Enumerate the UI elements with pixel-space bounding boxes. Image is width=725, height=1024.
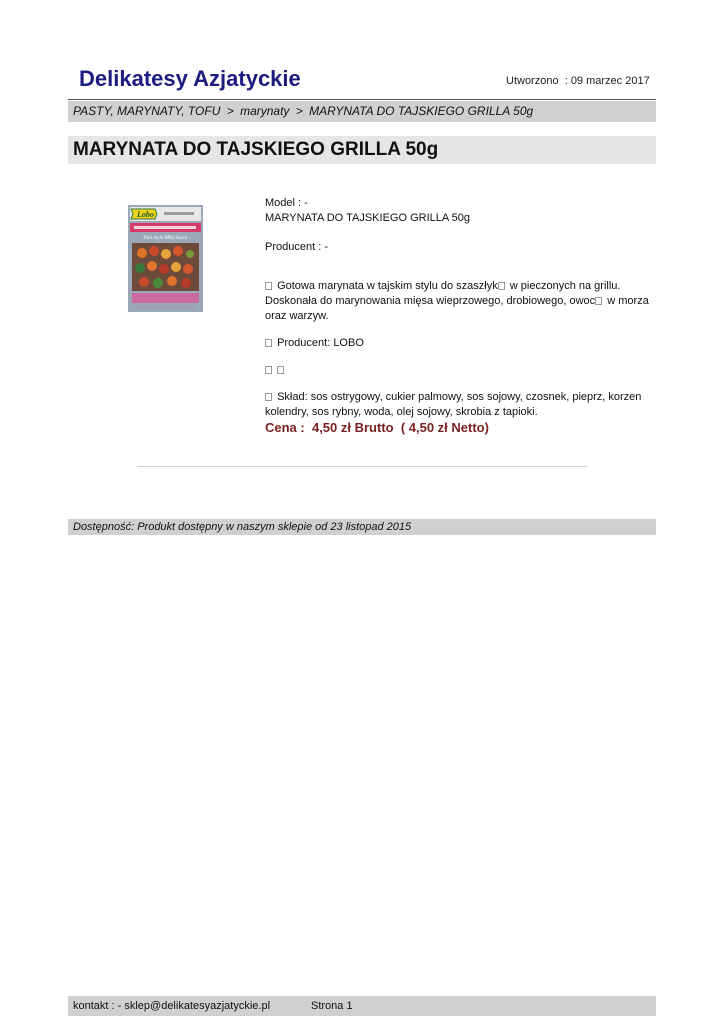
producer-label: Producent : - — [265, 241, 328, 253]
missing-glyph-icon — [595, 297, 602, 305]
missing-glyph-icon — [265, 393, 272, 401]
product-image[interactable] — [128, 205, 203, 312]
availability-bar: Dostępność: Produkt dostępny w naszym sklepie od 23 listopad 2015 — [68, 519, 656, 535]
product-title: MARYNATA DO TAJSKIEGO GRILLA 50g — [73, 139, 439, 160]
breadcrumb-item-category[interactable]: PASTY, MARYNATY, TOFU — [73, 104, 221, 118]
model-name: MARYNATA DO TAJSKIEGO GRILLA 50g — [265, 212, 470, 224]
description-part-3: w morza oraz warzyw. — [265, 295, 649, 322]
product-price — [265, 420, 660, 435]
breadcrumb-separator: > — [226, 104, 234, 118]
price-gross: 4,50 zł Brutto — [311, 420, 394, 435]
footer-contact[interactable]: kontakt : - sklep@delikatesyazjatyckie.pl — [73, 1000, 271, 1012]
svg-text:Lobo: Lobo — [137, 210, 154, 219]
price-net: ( 4,50 zł Netto) — [400, 420, 489, 435]
breadcrumb-item-subcategory[interactable]: marynaty — [240, 104, 290, 118]
header-divider — [68, 99, 656, 100]
price-label: Cena : — [265, 420, 305, 435]
missing-glyph-icon — [277, 366, 284, 374]
footer — [68, 996, 656, 1016]
product-package-image — [128, 205, 203, 312]
description-part-1: Gotowa marynata w tajskim stylu do szaszłyk — [277, 280, 498, 292]
created-value: 09 marzec 2017 — [570, 75, 650, 87]
description-part-2: w pieczonych na grillu. Doskonała do marynowania mięsa wieprzowego, drobiowego, owoc — [265, 280, 621, 307]
created-date: Utworzono : 09 marzec 2017 — [506, 75, 650, 87]
content-divider — [137, 466, 587, 467]
ingredients — [265, 390, 660, 420]
model-label: Model : - — [265, 197, 308, 209]
missing-glyph-icon — [265, 366, 272, 374]
producer-line-text: Producent: LOBO — [277, 337, 364, 349]
breadcrumb-item-product[interactable]: MARYNATA DO TAJSKIEGO GRILLA 50g — [309, 104, 534, 118]
svg-text:Thai Style BBQ Sauce: Thai Style BBQ Sauce — [142, 236, 188, 241]
product-title-bar — [68, 136, 656, 164]
shop-title: Delikatesy Azjatyckie — [79, 66, 301, 91]
breadcrumb — [68, 101, 656, 122]
product-details — [265, 196, 660, 435]
ingredients-text: Skład: sos ostrygowy, cukier palmowy, sos sojowy, czosnek, pieprz, korzen kolendry, sos rybny, woda, olej sojowy, skrobia z tapioki. — [265, 391, 642, 418]
blank-glyph-line — [265, 363, 660, 378]
footer-page-number: Strona 1 — [311, 1000, 353, 1012]
missing-glyph-icon — [265, 282, 272, 290]
missing-glyph-icon — [498, 282, 505, 290]
breadcrumb-separator: > — [295, 104, 303, 118]
created-label: Utworzono — [506, 75, 559, 87]
missing-glyph-icon — [265, 339, 272, 347]
producer-line — [265, 336, 660, 351]
product-description — [265, 279, 660, 324]
